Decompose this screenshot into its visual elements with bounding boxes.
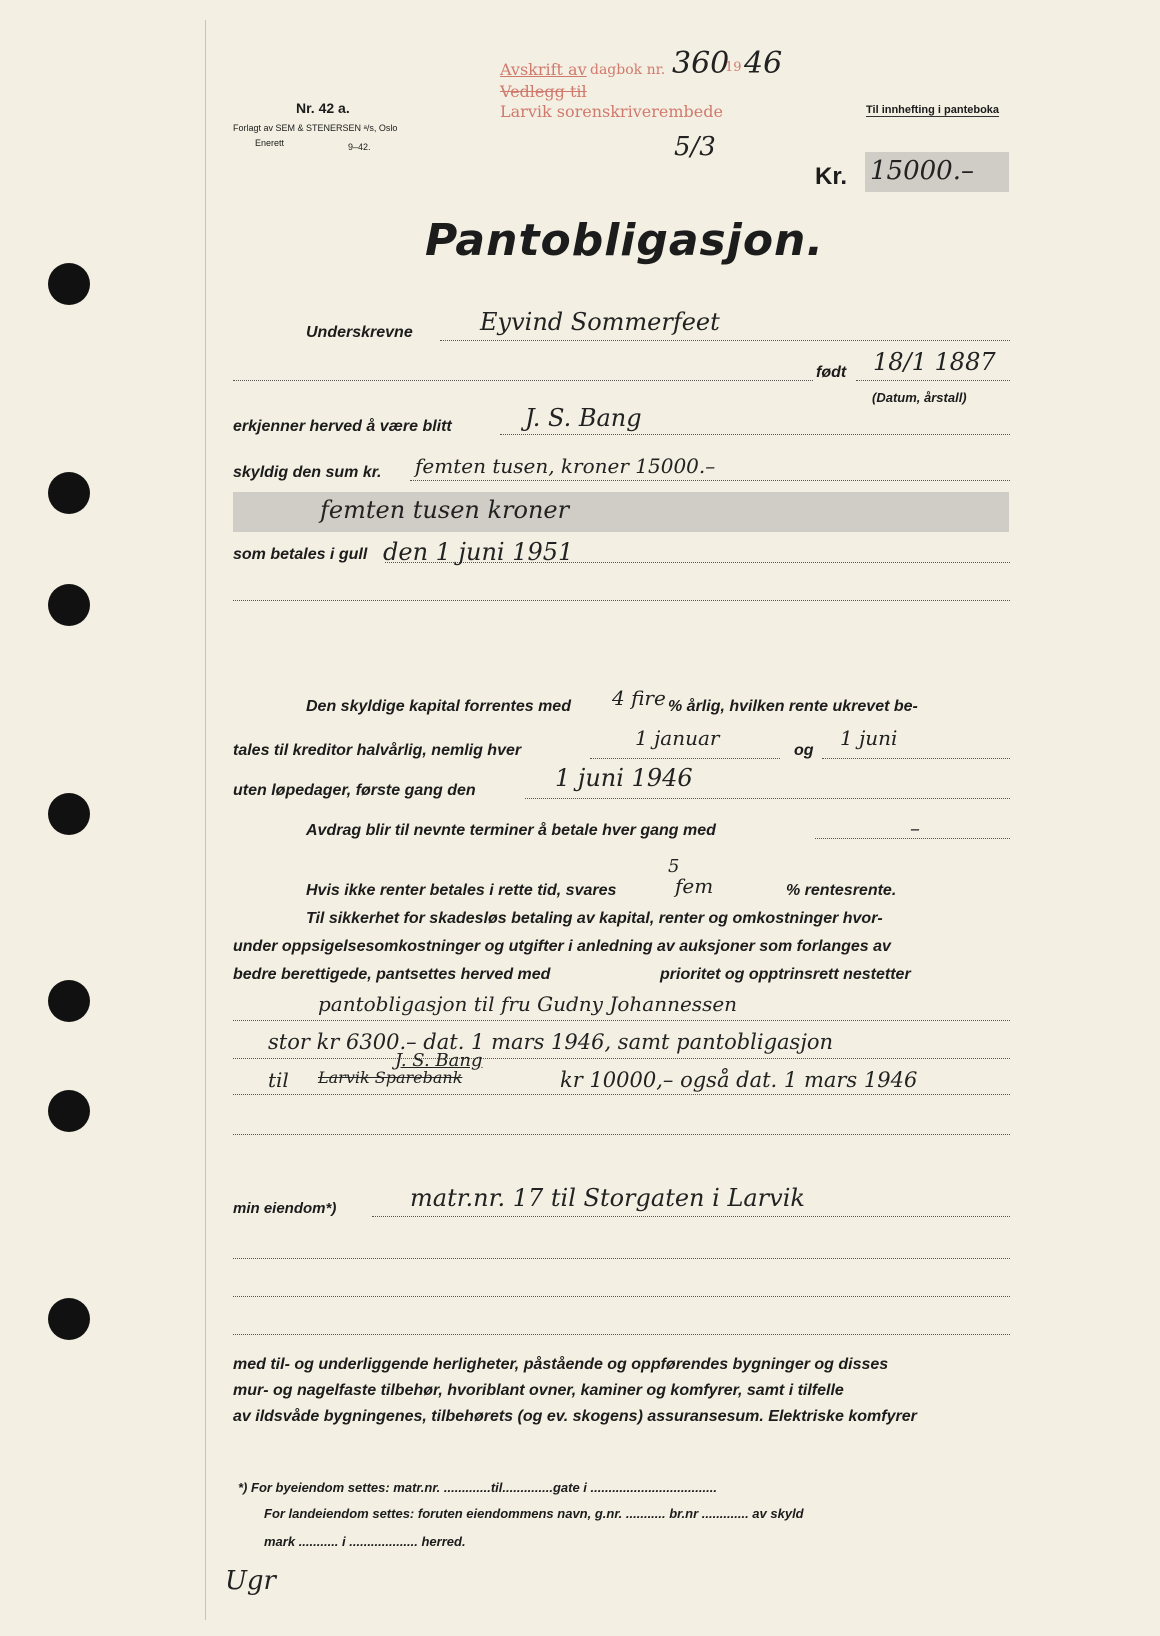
avdrag-text: Avdrag blir til nevnte terminer å betale hver gang med bbox=[306, 822, 716, 839]
fill-line bbox=[440, 340, 1010, 341]
hw-fraction: 5/3 bbox=[674, 132, 716, 162]
datum-label: (Datum, årstall) bbox=[872, 390, 967, 405]
footnote-line1: *) For byeiendom settes: matr.nr. .............til..............gate i ................................... bbox=[238, 1480, 717, 1495]
hw-sum-words: femten tusen kroner bbox=[320, 496, 570, 524]
hw-sum: femten tusen, kroner 15000.– bbox=[415, 454, 716, 478]
fill-line bbox=[590, 758, 780, 759]
kr-label: Kr. bbox=[815, 163, 848, 190]
hw-priority-1: pantobligasjon til fru Gudny Johannessen bbox=[318, 992, 738, 1016]
fill-line bbox=[233, 1134, 1010, 1135]
sikkerhet-line2: under oppsigelsesomkostninger og utgifter i anledning av auksjoner som forlanges av bbox=[233, 938, 891, 955]
stamp-dagbok: dagbok nr. bbox=[590, 62, 666, 78]
publisher-line: Forlagt av SEM & STENERSEN ᵃ/s, Oslo bbox=[233, 123, 398, 133]
fill-line bbox=[372, 1216, 1010, 1217]
hw-birth: 18/1 1887 bbox=[873, 348, 996, 376]
erkjenner-label: erkjenner herved å være blitt bbox=[233, 418, 452, 435]
hw-dash: – bbox=[910, 816, 920, 840]
hw-name: Eyvind Sommerfeet bbox=[480, 308, 720, 336]
fill-line bbox=[233, 600, 1010, 601]
fill-line bbox=[500, 434, 1010, 435]
hw-dagbok-number: 360 bbox=[672, 46, 730, 81]
fill-line bbox=[233, 1058, 1010, 1059]
interest-line1-pre: Den skyldige kapital forrentes med bbox=[306, 698, 571, 715]
skyldig-label: skyldig den sum kr. bbox=[233, 464, 382, 481]
fill-line bbox=[233, 1296, 1010, 1297]
hw-priority-2: stor kr 6300.– dat. 1 mars 1946, samt pantobligasjon bbox=[268, 1030, 834, 1054]
form-number: Nr. 42 a. bbox=[296, 100, 350, 116]
hw-rate: 4 fire bbox=[612, 686, 666, 710]
hw-priority-3a: til bbox=[268, 1068, 289, 1092]
interest-line3-pre: uten løpedager, første gang den bbox=[233, 782, 476, 799]
fill-line bbox=[233, 1020, 1010, 1021]
fill-line bbox=[822, 758, 1010, 759]
hw-term1: 1 januar bbox=[635, 726, 720, 750]
hw-first: 1 juni 1946 bbox=[555, 764, 693, 792]
hw-five: fem bbox=[675, 874, 714, 898]
punch-hole bbox=[48, 584, 90, 626]
stamp-avskrift: Avskrift av bbox=[500, 60, 587, 79]
hw-priority-insert: J. S. Bang bbox=[395, 1050, 483, 1071]
hvis-pre: Hvis ikke renter betales i rette tid, svares bbox=[306, 882, 617, 899]
stamp-19: 19 bbox=[725, 60, 742, 75]
interest-line1-post: % årlig, hvilken rente ukrevet be- bbox=[668, 698, 918, 715]
hw-property: matr.nr. 17 til Storgaten i Larvik bbox=[410, 1184, 805, 1212]
fill-line bbox=[233, 1258, 1010, 1259]
punch-hole bbox=[48, 472, 90, 514]
underskrevne-label: Underskrevne bbox=[306, 324, 413, 341]
punch-hole bbox=[48, 980, 90, 1022]
sikkerhet-line3: bedre berettigede, pantsettes herved med bbox=[233, 966, 551, 983]
right-note: Til innhefting i panteboka bbox=[866, 104, 1000, 116]
clause-line1: med til- og underliggende herligheter, påstående og oppførendes bygninger og disses bbox=[233, 1356, 889, 1373]
margin-line bbox=[205, 20, 206, 1620]
fodt-label: født bbox=[816, 364, 847, 381]
punch-hole bbox=[48, 793, 90, 835]
punch-hole bbox=[48, 1090, 90, 1132]
footnote-line3: mark ........... i ................... herred. bbox=[264, 1534, 466, 1549]
hw-creditor: J. S. Bang bbox=[525, 404, 642, 432]
fill-line bbox=[856, 380, 1010, 381]
fill-line bbox=[233, 1334, 1010, 1335]
document-title: Pantobligasjon. bbox=[425, 215, 825, 266]
hw-priority-3b: kr 10000,– også dat. 1 mars 1946 bbox=[560, 1068, 918, 1092]
stamp-office: Larvik sorenskriverembede bbox=[500, 102, 723, 121]
punch-hole bbox=[48, 1298, 90, 1340]
sikkerhet-line3b: prioritet og opptrinsrett nestetter bbox=[660, 966, 911, 983]
punch-hole bbox=[48, 263, 90, 305]
hw-initials: Ugr bbox=[225, 1566, 276, 1596]
clause-line3: av ildsvåde bygningenes, tilbehørets (og ev. skogens) assuransesum. Elektriske komfyrer bbox=[233, 1408, 917, 1425]
fill-line bbox=[233, 380, 813, 381]
hw-priority-struck: Larvik Sparebank bbox=[318, 1068, 463, 1087]
property-label: min eiendom*) bbox=[233, 1200, 337, 1217]
hw-term2: 1 juni bbox=[840, 726, 898, 750]
hw-amount: 15000.– bbox=[870, 156, 974, 186]
og-label: og bbox=[794, 742, 814, 759]
sikkerhet-line1: Til sikkerhet for skadesløs betaling av kapital, renter og omkostninger hvor- bbox=[306, 910, 883, 927]
interest-line2-pre: tales til kreditor halvårlig, nemlig hver bbox=[233, 742, 522, 759]
fill-line bbox=[525, 798, 1010, 799]
hw-five-num: 5 bbox=[668, 856, 680, 877]
publisher-date: 9–42. bbox=[348, 142, 371, 152]
hw-due: den 1 juni 1951 bbox=[383, 538, 574, 566]
fill-line bbox=[410, 480, 1010, 481]
hw-year: 46 bbox=[744, 46, 783, 81]
stamp-vedlegg: Vedlegg til bbox=[500, 82, 587, 101]
hvis-post: % rentesrente. bbox=[786, 882, 897, 899]
footnote-line2: For landeiendom settes: foruten eiendommens navn, g.nr. ........... br.nr ............. av skyld bbox=[264, 1506, 804, 1521]
publisher-enerett: Enerett bbox=[255, 138, 285, 148]
clause-line2: mur- og nagelfaste tilbehør, hvoriblant ovner, kaminer og komfyrer, samt i tilfelle bbox=[233, 1382, 844, 1399]
betales-label: som betales i gull bbox=[233, 546, 368, 563]
fill-line bbox=[233, 1094, 1010, 1095]
